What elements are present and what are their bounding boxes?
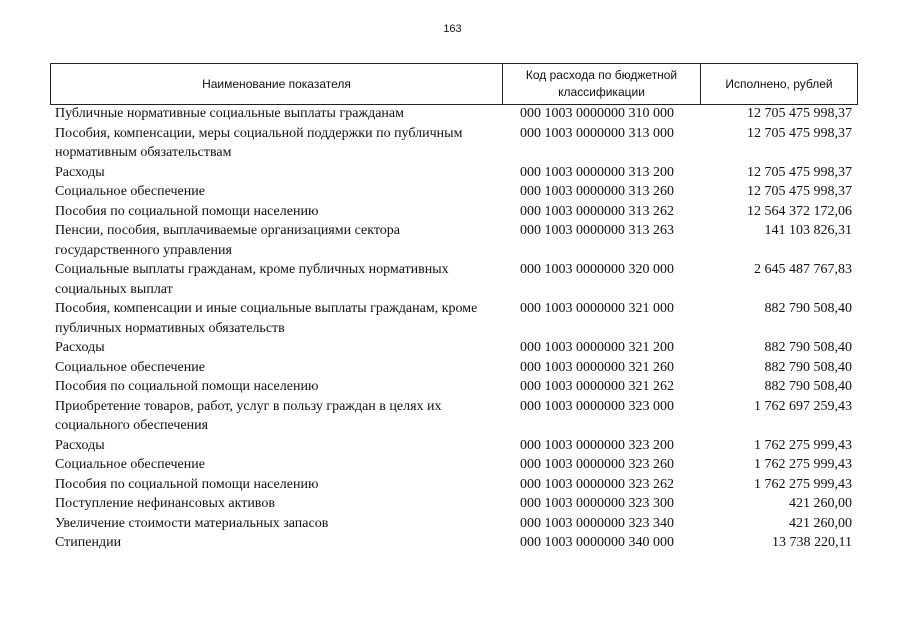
row-name: Публичные нормативные социальные выплаты гражданам: [55, 106, 404, 121]
row-name: Пособия по социальной помощи населению: [55, 379, 319, 394]
table-row: [50, 494, 858, 514]
row-code: 000 1003 0000000 320 000: [520, 262, 674, 277]
row-name: Увеличение стоимости материальных запасов: [55, 515, 329, 531]
row-amount: 882 790 508,40: [764, 301, 852, 316]
table-row: [50, 514, 858, 534]
row-amount: 882 790 508,40: [764, 359, 852, 375]
table-body: [50, 104, 858, 553]
row-name: Социальное обеспечение: [55, 184, 205, 199]
table-row: [50, 299, 858, 338]
row-code: 000 1003 0000000 313 200: [520, 164, 674, 180]
table-row: [50, 260, 858, 299]
table-row: [50, 377, 858, 397]
row-amount: 882 790 508,40: [764, 340, 852, 355]
row-amount: 2 645 487 767,83: [754, 262, 852, 277]
row-code: 000 1003 0000000 313 260: [520, 184, 674, 199]
row-amount: 12 705 475 998,37: [747, 106, 852, 121]
row-code: 000 1003 0000000 340 000: [520, 535, 674, 550]
row-name: Пособия, компенсации, меры социальной поддержки по публичным нормативным обязательствам: [55, 125, 463, 160]
row-amount: 1 762 275 999,43: [754, 437, 852, 453]
row-code: 000 1003 0000000 321 200: [520, 340, 674, 355]
table-row: [50, 221, 858, 260]
row-amount: 1 762 275 999,43: [754, 476, 852, 492]
row-name: Стипендии: [55, 535, 122, 550]
row-name: Социальные выплаты гражданам, кроме публичных нормативных социальных выплат: [55, 262, 449, 297]
row-amount: 12 705 475 998,37: [747, 125, 852, 141]
row-amount: 1 762 275 999,43: [754, 457, 852, 472]
table-row: [50, 455, 858, 475]
row-name: Расходы: [55, 340, 105, 355]
row-name: Приобретение товаров, работ, услуг в пользу граждан в целях их социального обеспечения: [55, 398, 442, 433]
table-row: [50, 533, 858, 553]
page-number: 163: [443, 23, 462, 35]
header-amount: Исполнено, рублей: [725, 76, 833, 91]
row-amount: 421 260,00: [789, 515, 852, 531]
row-code: 000 1003 0000000 323 300: [520, 496, 674, 511]
row-amount: 13 738 220,11: [772, 535, 852, 550]
table-row: [50, 163, 858, 183]
table-row: [50, 104, 858, 124]
row-code: 000 1003 0000000 321 262: [520, 379, 674, 394]
table-row: [50, 397, 858, 436]
row-amount: 12 564 372 172,06: [747, 203, 852, 219]
table-row: [50, 338, 858, 358]
row-name: Социальное обеспечение: [55, 457, 205, 472]
row-code: 000 1003 0000000 323 200: [520, 437, 674, 453]
row-code: 000 1003 0000000 321 260: [520, 359, 674, 375]
row-name: Пособия по социальной помощи населению: [55, 476, 319, 492]
row-code: 000 1003 0000000 323 262: [520, 476, 674, 492]
table-row: [50, 475, 858, 495]
row-code: 000 1003 0000000 310 000: [520, 106, 674, 121]
table-row: [50, 436, 858, 456]
row-name: Пенсии, пособия, выплачиваемые организациями сектора государственного управления: [55, 223, 400, 258]
row-amount: 882 790 508,40: [764, 379, 852, 394]
row-name: Расходы: [55, 164, 105, 180]
row-name: Расходы: [55, 437, 105, 453]
table-row: [50, 182, 858, 202]
row-code: 000 1003 0000000 323 000: [520, 398, 674, 414]
row-code: 000 1003 0000000 313 262: [520, 203, 674, 219]
table-row: [50, 358, 858, 378]
row-name: Пособия, компенсации и иные социальные выплаты гражданам, кроме публичных нормативных обязательств: [55, 301, 478, 336]
row-code: 000 1003 0000000 313 000: [520, 125, 674, 141]
table-row: [50, 202, 858, 222]
row-amount: 12 705 475 998,37: [747, 184, 852, 199]
row-name: Социальное обеспечение: [55, 359, 205, 375]
row-code: 000 1003 0000000 323 260: [520, 457, 674, 472]
row-amount: 12 705 475 998,37: [747, 164, 852, 180]
header-code: Код расхода по бюджетной классификации: [503, 64, 701, 104]
row-amount: 1 762 697 259,43: [754, 398, 852, 414]
row-amount: 141 103 826,31: [764, 223, 852, 238]
row-name: Поступление нефинансовых активов: [55, 496, 275, 511]
row-code: 000 1003 0000000 313 263: [520, 223, 674, 238]
row-amount: 421 260,00: [789, 496, 852, 511]
row-name: Пособия по социальной помощи населению: [55, 203, 319, 219]
table-header: [50, 63, 858, 105]
header-name: Наименование показателя: [51, 64, 503, 104]
row-code: 000 1003 0000000 323 340: [520, 515, 674, 531]
table-row: [50, 124, 858, 163]
row-code: 000 1003 0000000 321 000: [520, 301, 674, 316]
